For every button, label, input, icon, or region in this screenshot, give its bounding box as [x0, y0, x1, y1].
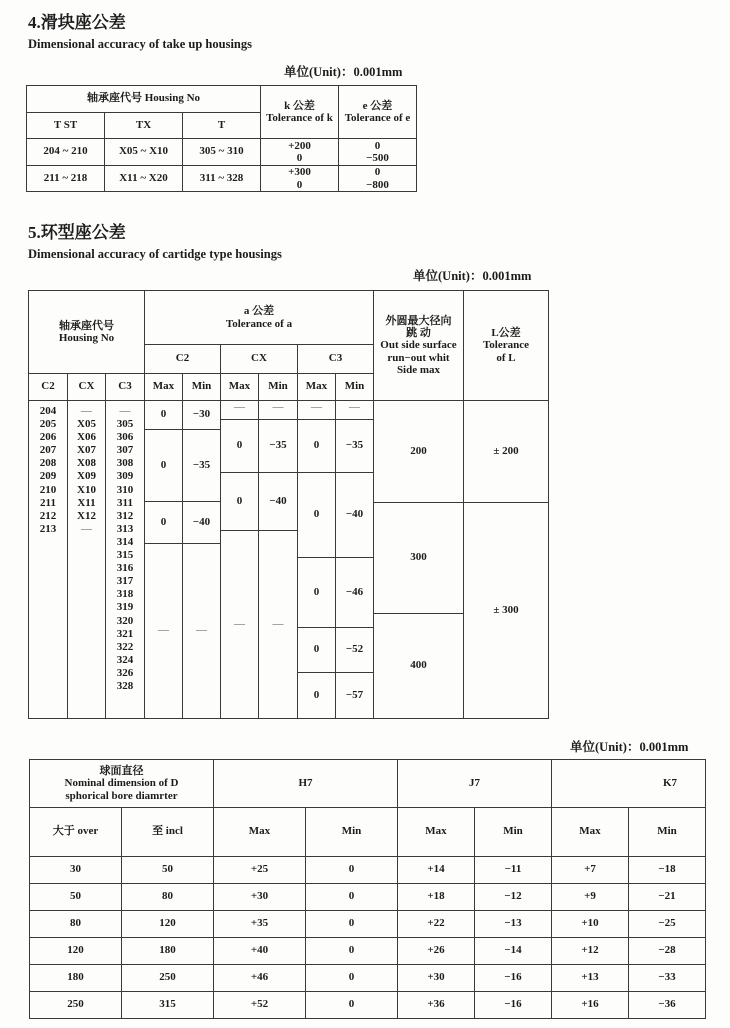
housing-code: 313 — [116, 522, 134, 535]
runout-header-line: run−out whit — [387, 351, 450, 364]
cell-h7-max: +25 — [213, 856, 306, 884]
housing-code: 213 — [39, 522, 57, 535]
group-header-k7: K7 — [551, 759, 706, 808]
cell-incl: 80 — [121, 883, 214, 911]
cell-j7-max: +18 — [397, 883, 475, 911]
housing-code: — — [81, 405, 92, 417]
cell-h7-min: 0 — [305, 937, 398, 965]
housing-code: X07 — [77, 444, 96, 457]
housing-code: 312 — [116, 509, 134, 522]
housing-code: X08 — [77, 457, 96, 470]
cell-incl: 315 — [121, 991, 214, 1019]
runout-header-line: Side max — [396, 363, 441, 376]
cell-e-tolerance-line: 0 — [374, 139, 381, 152]
cell-k7-min: −25 — [628, 910, 706, 938]
cell-over: 120 — [29, 937, 122, 965]
runout-value: 200 — [373, 400, 464, 503]
c3_tol-max: 0 — [297, 627, 336, 673]
cx_tol-max: — — [220, 400, 259, 420]
cell-k7-min: −36 — [628, 991, 706, 1019]
cell-h7-max: +35 — [213, 910, 306, 938]
housing-code: 320 — [116, 614, 134, 627]
cell-k7-max: +10 — [551, 910, 629, 938]
runout-value: 300 — [373, 502, 464, 614]
cell-tx: X11 ~ X20 — [104, 165, 183, 192]
housing-code: 316 — [116, 562, 134, 575]
cell-tx: X05 ~ X10 — [104, 138, 183, 166]
section6-unit: 单位(Unit)：0.001mm — [570, 740, 689, 754]
cell-over: 250 — [29, 991, 122, 1019]
cell-k-tolerance — [260, 165, 339, 192]
a-tolerance-header — [144, 290, 374, 345]
housing-code: 328 — [116, 679, 134, 692]
housing-code: 314 — [116, 535, 134, 548]
housing-code: 311 — [117, 496, 133, 509]
c2_tol-max: 0 — [144, 400, 183, 430]
nominal-dimension-header — [29, 759, 214, 808]
housing-code: 326 — [116, 666, 134, 679]
cell-k7-max: +9 — [551, 883, 629, 911]
cx-housing-list — [67, 400, 106, 719]
cell-k7-min: −28 — [628, 937, 706, 965]
cx_tol-min: — — [258, 530, 298, 719]
cell-h7-min: 0 — [305, 856, 398, 884]
cell-k-tolerance — [260, 138, 339, 166]
k-tolerance-header-line: k 公差 — [284, 99, 315, 112]
cell-t: 305 ~ 310 — [182, 138, 261, 166]
c2_tol-min: −30 — [182, 400, 221, 430]
c3_tol-max: 0 — [297, 557, 336, 628]
cell-t: 311 ~ 328 — [182, 165, 261, 192]
column-header: T — [182, 112, 261, 139]
section5-subtitle: Dimensional accuracy of cartidge type housings — [28, 247, 282, 261]
section5-title: 5.环型座公差 — [28, 223, 126, 242]
l-tolerance-header-line: L公差 — [491, 327, 521, 340]
cell-h7-max: +52 — [213, 991, 306, 1019]
id-column-header: C2 — [28, 373, 68, 401]
nominal-dimension-header-line: Nominal dimension of D — [64, 777, 179, 790]
section4-title: 4.滑块座公差 — [28, 13, 126, 32]
runout-header-line: Out side surface — [380, 339, 457, 352]
housing-code: 315 — [116, 549, 134, 562]
cell-k-tolerance-line: +300 — [288, 166, 311, 179]
min-header: Min — [474, 807, 552, 857]
housing-code: 317 — [116, 575, 134, 588]
cx_tol-min: −40 — [258, 472, 298, 531]
housing-code: 210 — [39, 483, 57, 496]
c2-housing-list — [28, 400, 68, 719]
l-tolerance-value: ± 200 — [463, 400, 549, 503]
cell-h7-min: 0 — [305, 991, 398, 1019]
cell-e-tolerance-line: −500 — [366, 152, 389, 164]
group-header-j7: J7 — [397, 759, 552, 808]
cell-over: 50 — [29, 883, 122, 911]
housing-code: 310 — [116, 483, 134, 496]
section4-subtitle: Dimensional accuracy of take up housings — [28, 37, 252, 51]
l-tolerance-header-line: Tolerance — [482, 339, 530, 352]
housing-code: 308 — [116, 457, 134, 470]
cell-j7-min: −11 — [474, 856, 552, 884]
max-header: Max — [220, 373, 259, 401]
e-tolerance-header-line: Tolerance of e — [344, 112, 411, 124]
cell-tst: 211 ~ 218 — [26, 165, 105, 192]
c2_tol-max: 0 — [144, 429, 183, 502]
cx_tol-max: 0 — [220, 419, 259, 473]
cell-k-tolerance-line: 0 — [296, 152, 303, 164]
housing-code: 322 — [116, 640, 134, 653]
housing-code: 208 — [39, 457, 57, 470]
cell-tst: 204 ~ 210 — [26, 138, 105, 166]
cell-e-tolerance-line: 0 — [374, 166, 381, 179]
cell-e-tolerance — [338, 165, 417, 192]
cell-k-tolerance-line: 0 — [296, 178, 303, 191]
cell-h7-min: 0 — [305, 910, 398, 938]
cell-j7-max: +14 — [397, 856, 475, 884]
section5-unit: 单位(Unit)：0.001mm — [413, 269, 532, 283]
cell-k7-max: +16 — [551, 991, 629, 1019]
cx_tol-max: — — [220, 530, 259, 719]
c3_tol-max: 0 — [297, 672, 336, 719]
cell-k7-max: +7 — [551, 856, 629, 884]
cell-j7-min: −13 — [474, 910, 552, 938]
housing-code: 206 — [39, 431, 57, 444]
cell-e-tolerance — [338, 138, 417, 166]
c3_tol-min: −52 — [335, 627, 374, 673]
c3_tol-min: −35 — [335, 419, 374, 473]
e-tolerance-header — [338, 85, 417, 139]
housing-code: 309 — [116, 470, 134, 483]
cell-j7-min: −16 — [474, 964, 552, 992]
c3_tol-min: −40 — [335, 472, 374, 558]
housing-code: 205 — [39, 418, 57, 431]
c2_tol-min: −40 — [182, 501, 221, 544]
housing-code: 324 — [116, 653, 134, 666]
cell-j7-min: −12 — [474, 883, 552, 911]
housing-code: 321 — [116, 627, 134, 640]
housing-code: X11 — [77, 496, 96, 509]
cell-h7-max: +40 — [213, 937, 306, 965]
cx_tol-max: 0 — [220, 472, 259, 531]
l-tolerance-header — [463, 290, 549, 401]
max-header: Max — [297, 373, 336, 401]
nominal-dimension-header-line: sphorical bore diamrter — [65, 789, 178, 802]
k-tolerance-header-line: Tolerance of k — [266, 112, 333, 124]
cell-incl: 250 — [121, 964, 214, 992]
max-header: Max — [213, 807, 306, 857]
cell-h7-min: 0 — [305, 964, 398, 992]
housing-no-header-line: Housing No — [58, 332, 115, 344]
c3_tol-max: — — [297, 400, 336, 420]
runout-header-line: 外圆最大径向 — [385, 315, 452, 328]
cell-j7-min: −16 — [474, 991, 552, 1019]
cell-j7-min: −14 — [474, 937, 552, 965]
c3_tol-min: −57 — [335, 672, 374, 719]
housing-no-header: 轴承座代号 Housing No — [26, 85, 261, 113]
max-header: Max — [397, 807, 475, 857]
cell-incl: 180 — [121, 937, 214, 965]
c3_tol-max: 0 — [297, 472, 336, 558]
housing-code: — — [119, 405, 131, 417]
housing-code: 318 — [116, 588, 134, 601]
c3_tol-min: — — [335, 400, 374, 420]
cell-incl: 50 — [121, 856, 214, 884]
c2_tol-max: — — [144, 543, 183, 719]
group-header-cx: CX — [220, 344, 298, 374]
c3-housing-list — [105, 400, 145, 719]
cell-over: 180 — [29, 964, 122, 992]
column-header: TX — [104, 112, 183, 139]
section4-unit: 单位(Unit)：0.001mm — [284, 65, 403, 79]
cell-j7-max: +30 — [397, 964, 475, 992]
housing-no-header — [28, 290, 145, 374]
e-tolerance-header-line: e 公差 — [362, 99, 393, 112]
over-header: 大于 over — [29, 807, 122, 857]
cell-k7-max: +13 — [551, 964, 629, 992]
id-column-header: C3 — [105, 373, 145, 401]
l-tolerance-header-line: of L — [496, 351, 516, 364]
incl-header: 至 incl — [121, 807, 214, 857]
max-header: Max — [144, 373, 183, 401]
housing-code: 212 — [39, 509, 57, 522]
runout-header — [373, 290, 464, 401]
cell-over: 80 — [29, 910, 122, 938]
cell-over: 30 — [29, 856, 122, 884]
min-header: Min — [305, 807, 398, 857]
housing-code: 306 — [116, 431, 134, 444]
cell-h7-max: +30 — [213, 883, 306, 911]
cell-h7-min: 0 — [305, 883, 398, 911]
housing-code: X09 — [77, 470, 96, 483]
min-header: Min — [628, 807, 706, 857]
housing-code: 307 — [116, 444, 134, 457]
min-header: Min — [258, 373, 298, 401]
a-tolerance-header-line: a 公差 — [243, 305, 275, 318]
cell-j7-max: +22 — [397, 910, 475, 938]
housing-code: 211 — [40, 496, 56, 509]
housing-code: 305 — [116, 418, 134, 431]
runout-header-line: 跳 动 — [406, 327, 431, 340]
min-header: Min — [335, 373, 374, 401]
c2_tol-min: — — [182, 543, 221, 719]
c2_tol-max: 0 — [144, 501, 183, 544]
housing-code: X05 — [77, 418, 96, 431]
cx_tol-min: — — [258, 400, 298, 420]
cell-e-tolerance-line: −800 — [366, 178, 389, 191]
c2_tol-min: −35 — [182, 429, 221, 502]
group-header-c2: C2 — [144, 344, 221, 374]
a-tolerance-header-line: Tolerance of a — [225, 317, 293, 330]
housing-code: 319 — [116, 601, 134, 614]
runout-value: 400 — [373, 613, 464, 719]
housing-code: — — [81, 522, 92, 535]
cell-k7-min: −33 — [628, 964, 706, 992]
cell-k7-min: −21 — [628, 883, 706, 911]
cx_tol-min: −35 — [258, 419, 298, 473]
housing-code: X12 — [77, 509, 96, 522]
group-header-h7: H7 — [213, 759, 398, 808]
housing-code: 209 — [39, 470, 57, 483]
column-header: T ST — [26, 112, 105, 139]
min-header: Min — [182, 373, 221, 401]
group-header-c3: C3 — [297, 344, 374, 374]
c3_tol-max: 0 — [297, 419, 336, 473]
k-tolerance-header — [260, 85, 339, 139]
cell-k-tolerance-line: +200 — [288, 139, 311, 152]
housing-code: 204 — [39, 405, 57, 417]
id-column-header: CX — [67, 373, 106, 401]
cell-k7-max: +12 — [551, 937, 629, 965]
l-tolerance-value: ± 300 — [463, 502, 549, 719]
max-header: Max — [551, 807, 629, 857]
cell-j7-max: +36 — [397, 991, 475, 1019]
housing-code: X10 — [77, 483, 96, 496]
cell-incl: 120 — [121, 910, 214, 938]
cell-j7-max: +26 — [397, 937, 475, 965]
cell-k7-min: −18 — [628, 856, 706, 884]
c3_tol-min: −46 — [335, 557, 374, 628]
housing-code: 207 — [39, 444, 57, 457]
nominal-dimension-header-line: 球面直径 — [99, 765, 144, 778]
housing-no-header-line: 轴承座代号 — [58, 319, 114, 332]
cell-h7-max: +46 — [213, 964, 306, 992]
housing-code: X06 — [77, 431, 96, 444]
